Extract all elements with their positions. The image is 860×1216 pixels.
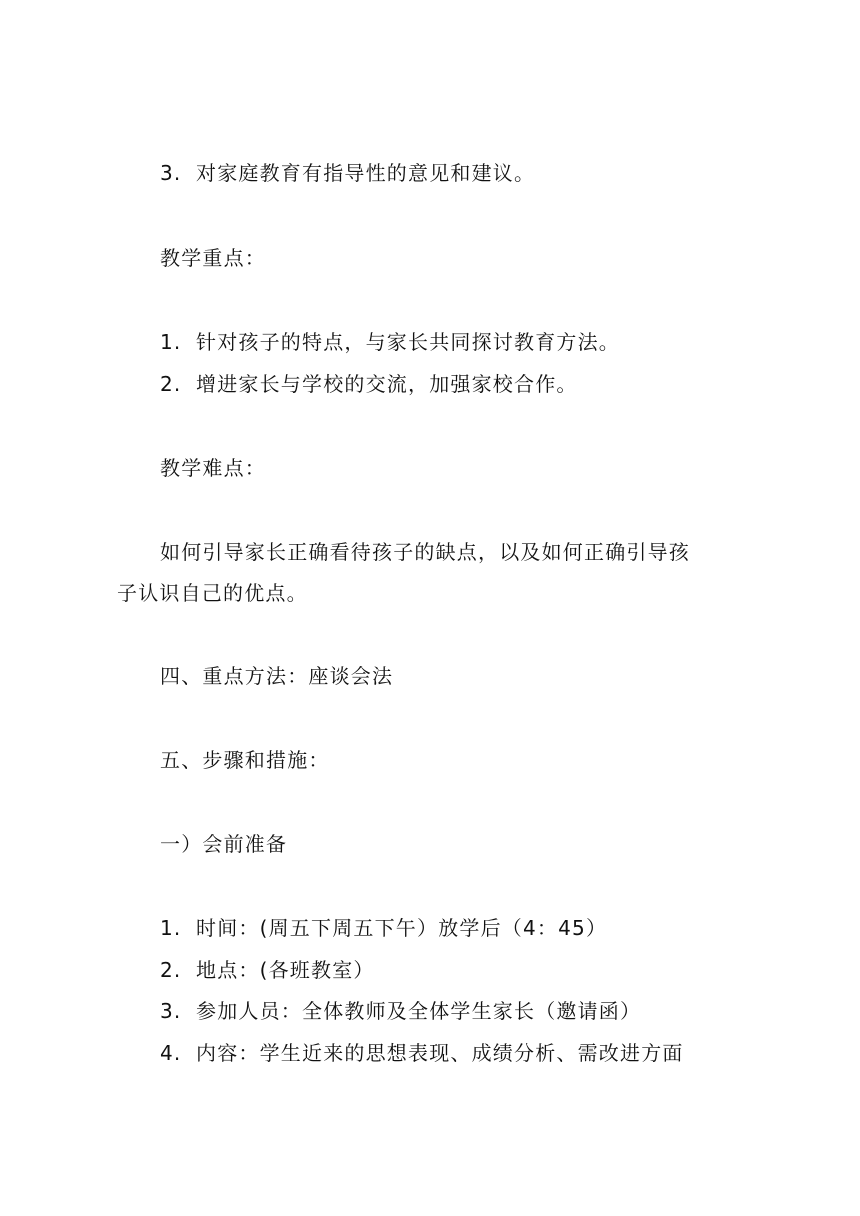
prep-item-1 bbox=[160, 914, 607, 942]
item-number: 2. bbox=[160, 372, 182, 396]
prep-item-2 bbox=[160, 956, 375, 984]
item-text: 增进家长与学校的交流，加强家校合作。 bbox=[196, 372, 578, 396]
item-number: 4. bbox=[160, 1041, 182, 1065]
item-number: 1. bbox=[160, 916, 182, 940]
key-point-item-1 bbox=[160, 328, 620, 356]
difficulty-heading: 教学难点： bbox=[160, 456, 266, 480]
difficulty-text-line-1: 如何引导家长正确看待孩子的缺点，以及如何正确引导孩 bbox=[160, 540, 690, 564]
item-number: 3. bbox=[160, 161, 182, 185]
key-points-heading: 教学重点： bbox=[160, 246, 266, 270]
item-number: 2. bbox=[160, 958, 182, 982]
item-text: 内容：学生近来的思想表现、成绩分析、需改进方面 bbox=[196, 1041, 684, 1065]
item-text: 对家庭教育有指导性的意见和建议。 bbox=[196, 161, 536, 185]
section-5-heading: 五、步骤和措施： bbox=[160, 748, 330, 772]
goal-item-3 bbox=[160, 159, 535, 187]
key-point-item-2 bbox=[160, 370, 578, 398]
item-text: 地点：(各班教室） bbox=[196, 958, 375, 982]
item-number: 1. bbox=[160, 330, 182, 354]
difficulty-text-line-2: 子认识自己的优点。 bbox=[117, 581, 308, 605]
item-text: 参加人员：全体教师及全体学生家长（邀请函） bbox=[196, 999, 642, 1023]
prep-item-3 bbox=[160, 997, 641, 1025]
subsection-1-heading: 一）会前准备 bbox=[160, 832, 288, 856]
item-number: 3. bbox=[160, 999, 182, 1023]
item-text: 针对孩子的特点，与家长共同探讨教育方法。 bbox=[196, 330, 620, 354]
prep-item-4 bbox=[160, 1039, 684, 1067]
section-4-heading: 四、重点方法：座谈会法 bbox=[160, 664, 394, 688]
item-text: 时间：(周五下周五下午）放学后（4：45） bbox=[196, 916, 608, 940]
